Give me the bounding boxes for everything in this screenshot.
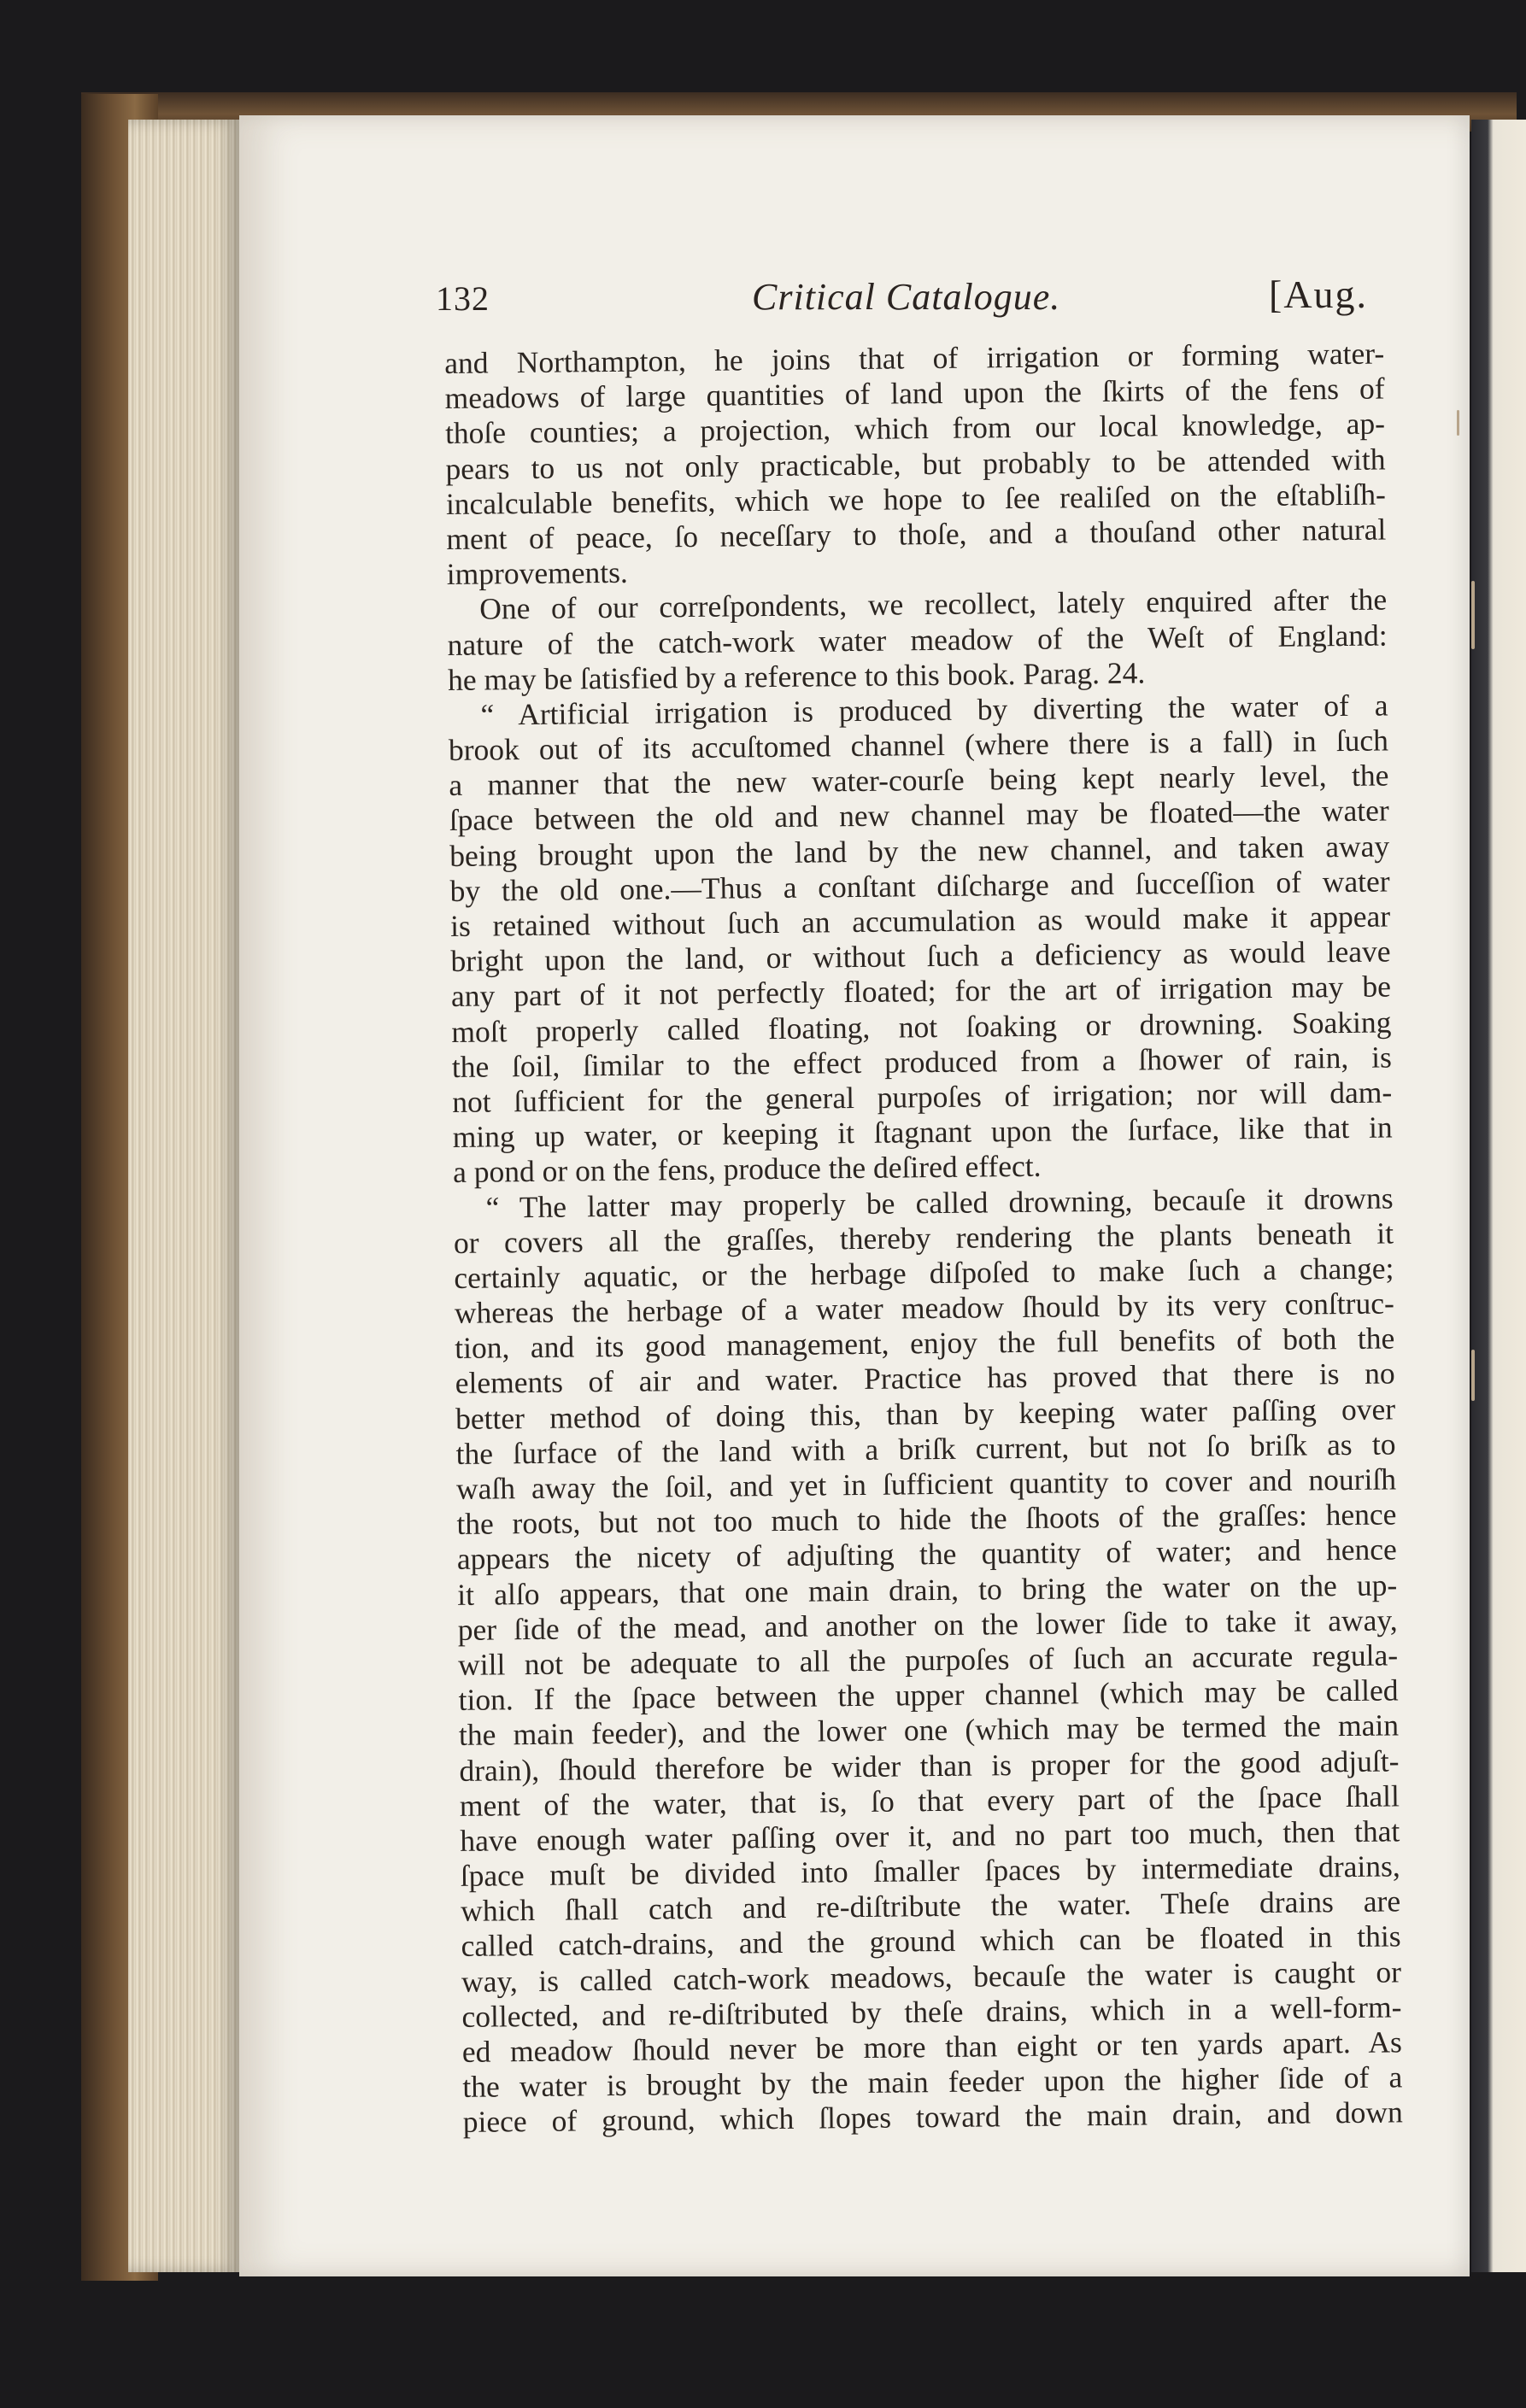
text-line: it alſo appears, that one main drain, to bring the water on the up-	[457, 1567, 1398, 1612]
text-line: the main feeder), and the lower one (which may be termed the main	[458, 1708, 1400, 1753]
text-line: the ſurface of the land with a briſk current, but not ſo briſk as to	[455, 1427, 1396, 1471]
running-month: [Aug.	[1269, 272, 1369, 316]
running-title: Critical Catalogue.	[752, 276, 1061, 318]
text-line: per ſide of the mead, and another on the lower ſide to take it away,	[457, 1602, 1398, 1647]
text-line: is retained without ſuch an accumulation as would make it appear	[449, 899, 1391, 943]
text-line: being brought upon the land by the new channel, and taken away	[449, 829, 1390, 873]
text-line: ment of peace, ſo neceſſary to thoſe, and a thouſand other natural	[446, 512, 1387, 556]
text-line: moſt properly called floating, not ſoaking or drowning. Soaking	[451, 1005, 1392, 1049]
text-line: pears to us not only practicable, but probably to be attended with	[445, 442, 1386, 486]
text-line: not ſufficient for the general purpoſes of irrigation; nor will dam-	[452, 1075, 1393, 1119]
text-line: meadows of large quantities of land upon the ſkirts of the fens of	[444, 371, 1385, 416]
text-line: tion. If the ſpace between the upper channel (which may be called	[458, 1673, 1399, 1718]
text-line: bright upon the land, or without ſuch a deficiency as would leave	[450, 934, 1391, 979]
text-line: better method of doing this, than by keeping water paſſing over	[455, 1391, 1396, 1436]
facing-page-sliver	[1471, 120, 1526, 2272]
text-line: certainly aquatic, or the herbage diſpoſed to make ſuch a change;	[454, 1251, 1394, 1295]
text-line: brook out of its accuſtomed channel (where there is a fall) in ſuch	[448, 723, 1389, 768]
text-line: he may be ſatisfied by a reference to this book. Parag. 24.	[447, 655, 1146, 697]
text-line: piece of ground, which ſlopes toward the main drain, and down	[462, 2095, 1403, 2140]
text-line: One of our correſpondents, we recollect, lately enquired after the	[479, 582, 1388, 626]
text-line: will not be adequate to all the purpoſes of ſuch an accurate regula-	[457, 1638, 1399, 1682]
text-line: collected, and re-diſtributed by theſe drains, which in a well-form-	[461, 1989, 1402, 2034]
text-line: a pond or on the fens, produce the deſired effect.	[452, 1149, 1042, 1190]
text-line: ming up water, or keeping it ſtagnant upon the ſurface, like that in	[452, 1110, 1393, 1155]
text-line: or covers all the graſſes, thereby rendering the plants beneath it	[453, 1216, 1394, 1260]
margin-pencil-mark	[1471, 581, 1475, 649]
text-line: elements of air and water. Practice has proved that there is no	[455, 1356, 1395, 1401]
text-line: appears the nicety of adjuſting the quantity of water; and hence	[456, 1532, 1398, 1577]
text-line: ed meadow ſhould never be more than eight or ten yards apart. As	[461, 2024, 1403, 2069]
margin-pencil-mark	[1457, 410, 1459, 436]
text-line: and Northampton, he joins that of irrigation or forming water-	[444, 336, 1385, 380]
text-line: have enough water paſſing over it, and no part too much, then that	[460, 1813, 1400, 1858]
text-line: nature of the catch-work water meadow of the Weſt of England:	[447, 617, 1388, 662]
text-line: the water is brought by the main feeder upon the higher ſide of a	[462, 2059, 1403, 2105]
text-line: the roots, but not too much to hide the ſhoots of the graſſes: hence	[456, 1497, 1397, 1542]
running-head	[427, 272, 1393, 323]
margin-pencil-mark	[1471, 1350, 1475, 1401]
text-line: incalculable benefits, which we hope to ſee realiſed on the eſtabliſh-	[445, 477, 1387, 521]
text-line: a manner that the new water-courſe being kept nearly level, the	[449, 758, 1389, 803]
text-line: “ Artificial irrigation is produced by diverting the water of a	[480, 688, 1388, 732]
text-line: way, is called catch-work meadows, becauſe the water is caught or	[461, 1954, 1402, 1999]
page-edges	[128, 120, 239, 2272]
text-line: tion, and its good management, enjoy the full benefits of both the	[455, 1321, 1395, 1366]
text-line: any part of it not perfectly floated; for the art of irrigation may be	[450, 969, 1392, 1014]
text-line: waſh away the ſoil, and yet in ſufficient quantity to cover and nouriſh	[455, 1462, 1397, 1506]
text-line: “ The latter may properly be called drowning, becauſe it drowns	[485, 1180, 1394, 1225]
text-line: whereas the herbage of a water meadow ſhould by its very conſtruc-	[454, 1286, 1395, 1330]
body-text	[444, 336, 1403, 2140]
text-line: ment of the water, that is, ſo that every part of the ſpace ſhall	[459, 1778, 1400, 1823]
text-line: by the old one.—Thus a conſtant diſcharge and ſucceſſion of water	[449, 864, 1390, 908]
text-line: the ſoil, ſimilar to the effect produced from a ſhower of rain, is	[451, 1040, 1392, 1084]
text-line: called catch-drains, and the ground which can be floated in this	[461, 1919, 1401, 1964]
text-line: which ſhall catch and re-diſtribute the water. Theſe drains are	[460, 1884, 1401, 1929]
text-line: ſpace between the old and new channel may be floated—the water	[449, 793, 1389, 838]
text-line: thoſe counties; a projection, which from our local knowledge, ap-	[444, 406, 1386, 451]
page-number: 132	[436, 279, 490, 318]
text-line: ſpace muſt be divided into ſmaller ſpaces by intermediate drains,	[460, 1848, 1400, 1893]
text-line: drain), ſhould therefore be wider than is proper for the good adjuſt-	[459, 1743, 1400, 1788]
text-line: improvements.	[446, 554, 628, 592]
